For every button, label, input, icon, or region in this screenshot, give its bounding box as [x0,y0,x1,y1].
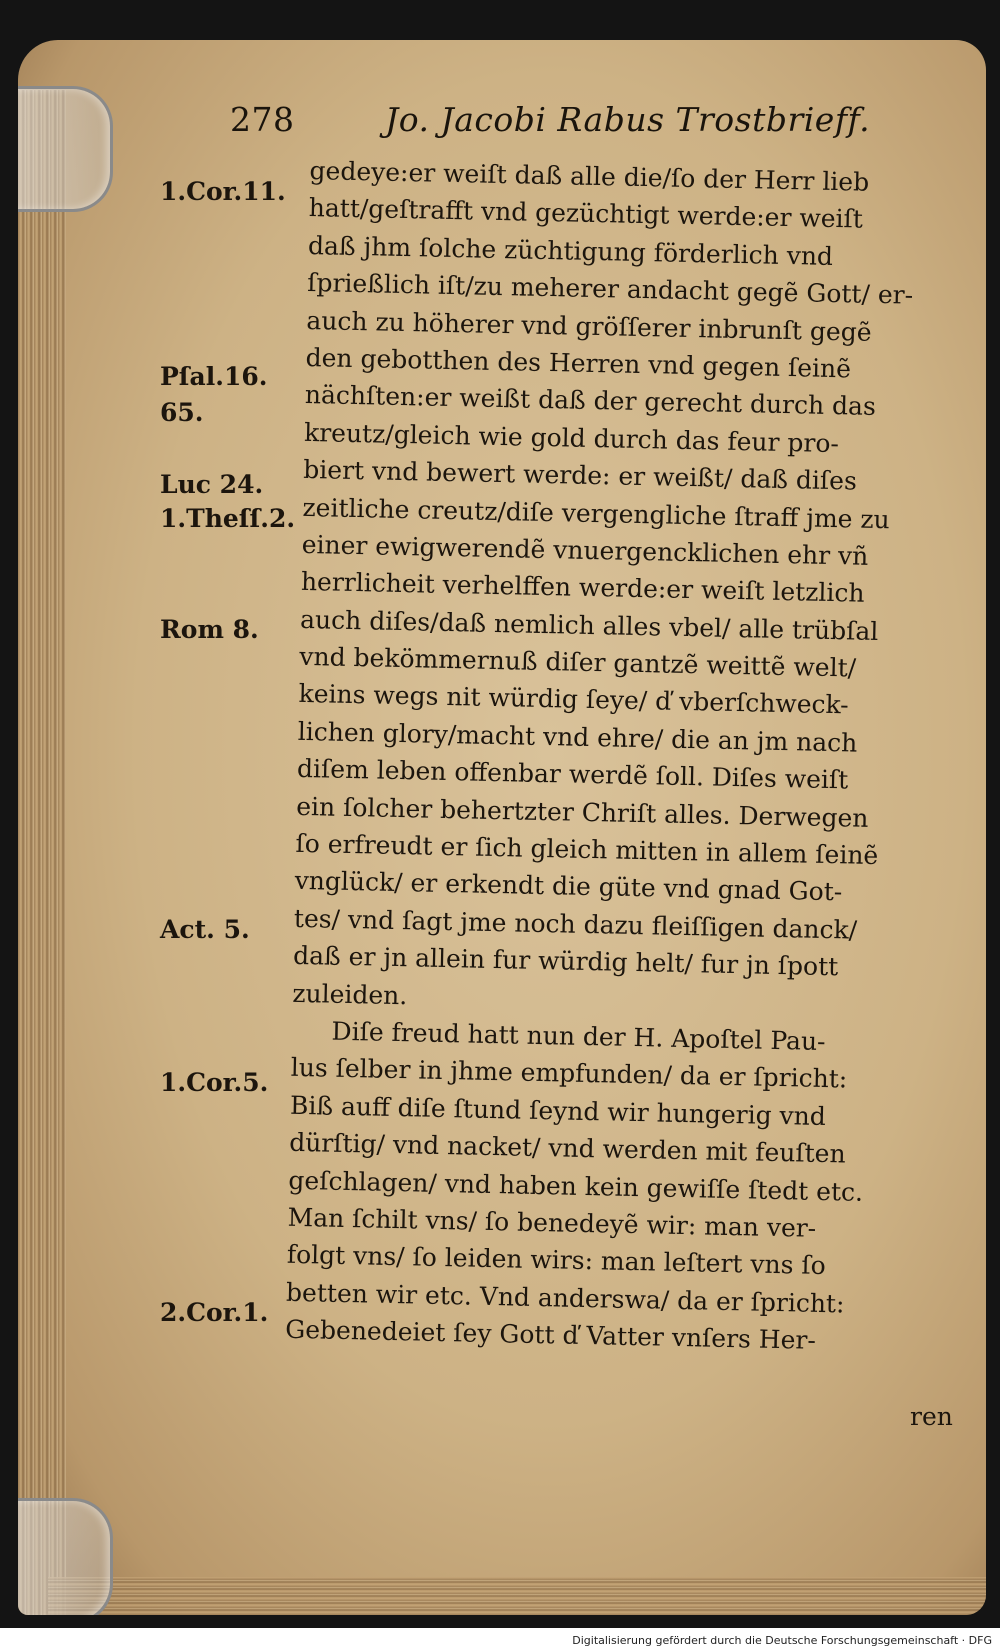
text-line: auch zu höherer vnd gröſſerer inbrunſt gegẽ [306,305,872,347]
text-line: ein ſolcher behertzter Chriſt alles. Derwegen [295,791,869,833]
margin-note: 2.Cor.1. [160,1298,269,1327]
margin-note: Pſal.16. [160,362,268,391]
page-edges-left [18,90,66,1615]
page-clip-top [18,86,113,212]
margin-note: 65. [160,398,204,427]
text-line: vnglück/ er erkendt die güte vnd gnad Got- [294,866,843,907]
paragraph-start-line: Diſe freud hatt nun der H. Apoſtel Pau- [331,1016,826,1056]
text-line: betten wir etc. Vnd anderswa/ da er ſpricht: [285,1277,845,1319]
text-line: Man ſchilt vns/ ſo benedeyẽ wir: man ver- [287,1202,817,1243]
margin-note: Act. 5. [160,915,250,944]
text-line: vnd bekömmernuß diſer gantzẽ weittẽ welt/ [299,641,857,683]
margin-note: 1.Theſſ.2. [160,504,296,533]
text-line: geſchlagen/ vnd haben kein gewiſſe ſtedt etc. [288,1165,864,1207]
text-line: zeitliche creutz/diſe vergengliche ſtraff jme zu [302,492,891,534]
text-line: nächſten:er weißt daß der gerecht durch das [304,380,877,422]
text-line: hatt/geſtrafft vnd gezüchtigt werde:er weiſt [308,193,864,234]
margin-note: Rom 8. [160,615,259,644]
text-line: auch diſes/daß nemlich alles vbel/ alle trübſal [299,604,879,646]
text-line: keins wegs nit würdig ſeye/ ď vberſchweck- [298,679,849,720]
text-line: kreutz/gleich wie gold durch das feur pro- [303,417,840,458]
text-line: daß er jn allein fur würdig helt/ fur jn ſpott [292,941,839,982]
text-line: ſprießlich iſt/zu meherer andacht gegẽ Gott/ er- [306,268,914,310]
text-line: Biß auff diſe ſtund ſeynd wir hungerig vnd [289,1090,827,1131]
page-header [230,100,930,150]
digitization-credit: Digitalisierung gefördert durch die Deutsche Forschungsgemeinschaft · DFG [572,1634,992,1647]
text-line: gedeye:er weiſt daß alle die/ſo der Herr lieb [309,155,870,197]
text-line: biert vnd bewert werde: er weißt/ daß diſes [303,455,858,496]
text-line: Gebenedeiet ſey Gott ď Vatter vnſers Her- [285,1314,817,1355]
text-line: einer ewigwerendẽ vnuergencklichen ehr vñ [301,529,869,571]
margin-note: Luc 24. [160,470,264,499]
credit-bar [0,1628,1000,1650]
page-edges-bottom [48,1577,986,1615]
text-line: lus ſelber in jhme empfunden/ da er ſpricht: [290,1053,848,1094]
text-line: dürſtig/ vnd nacket/ vnd werden mit feuſten [288,1127,846,1169]
text-line: lichen glory/macht vnd ehre/ die an jm nach [297,716,858,758]
text-line: ſo erfreudt er ſich gleich mitten in allem ſeinẽ [295,828,879,871]
text-line: daß jhm ſolche züchtigung förderlich vnd [307,230,834,271]
text-line: herrlicheit verhelffen werde:er weiſt letzlich [300,567,865,609]
catchword: ren [910,1402,953,1431]
margin-note: 1.Cor.11. [160,177,286,206]
running-title: Jo. Jacobi Rabus Trostbrieff. [385,100,871,139]
text-line: den gebotthen des Herren vnd gegen ſeinẽ [305,342,852,384]
page-number: 278 [230,100,295,139]
text-line: zuleiden. [292,978,408,1010]
page-clip-bottom [18,1498,113,1615]
text-line: tes/ vnd ſagt jme noch dazu fleiſſigen danck/ [293,903,858,945]
text-line: diſem leben offenbar werdẽ ſoll. Diſes weiſt [296,754,849,795]
main-text [285,152,960,1362]
margin-note: 1.Cor.5. [160,1068,269,1097]
text-line: folgt vns/ ſo leiden wirs: man leſtert vns ſo [286,1240,827,1281]
